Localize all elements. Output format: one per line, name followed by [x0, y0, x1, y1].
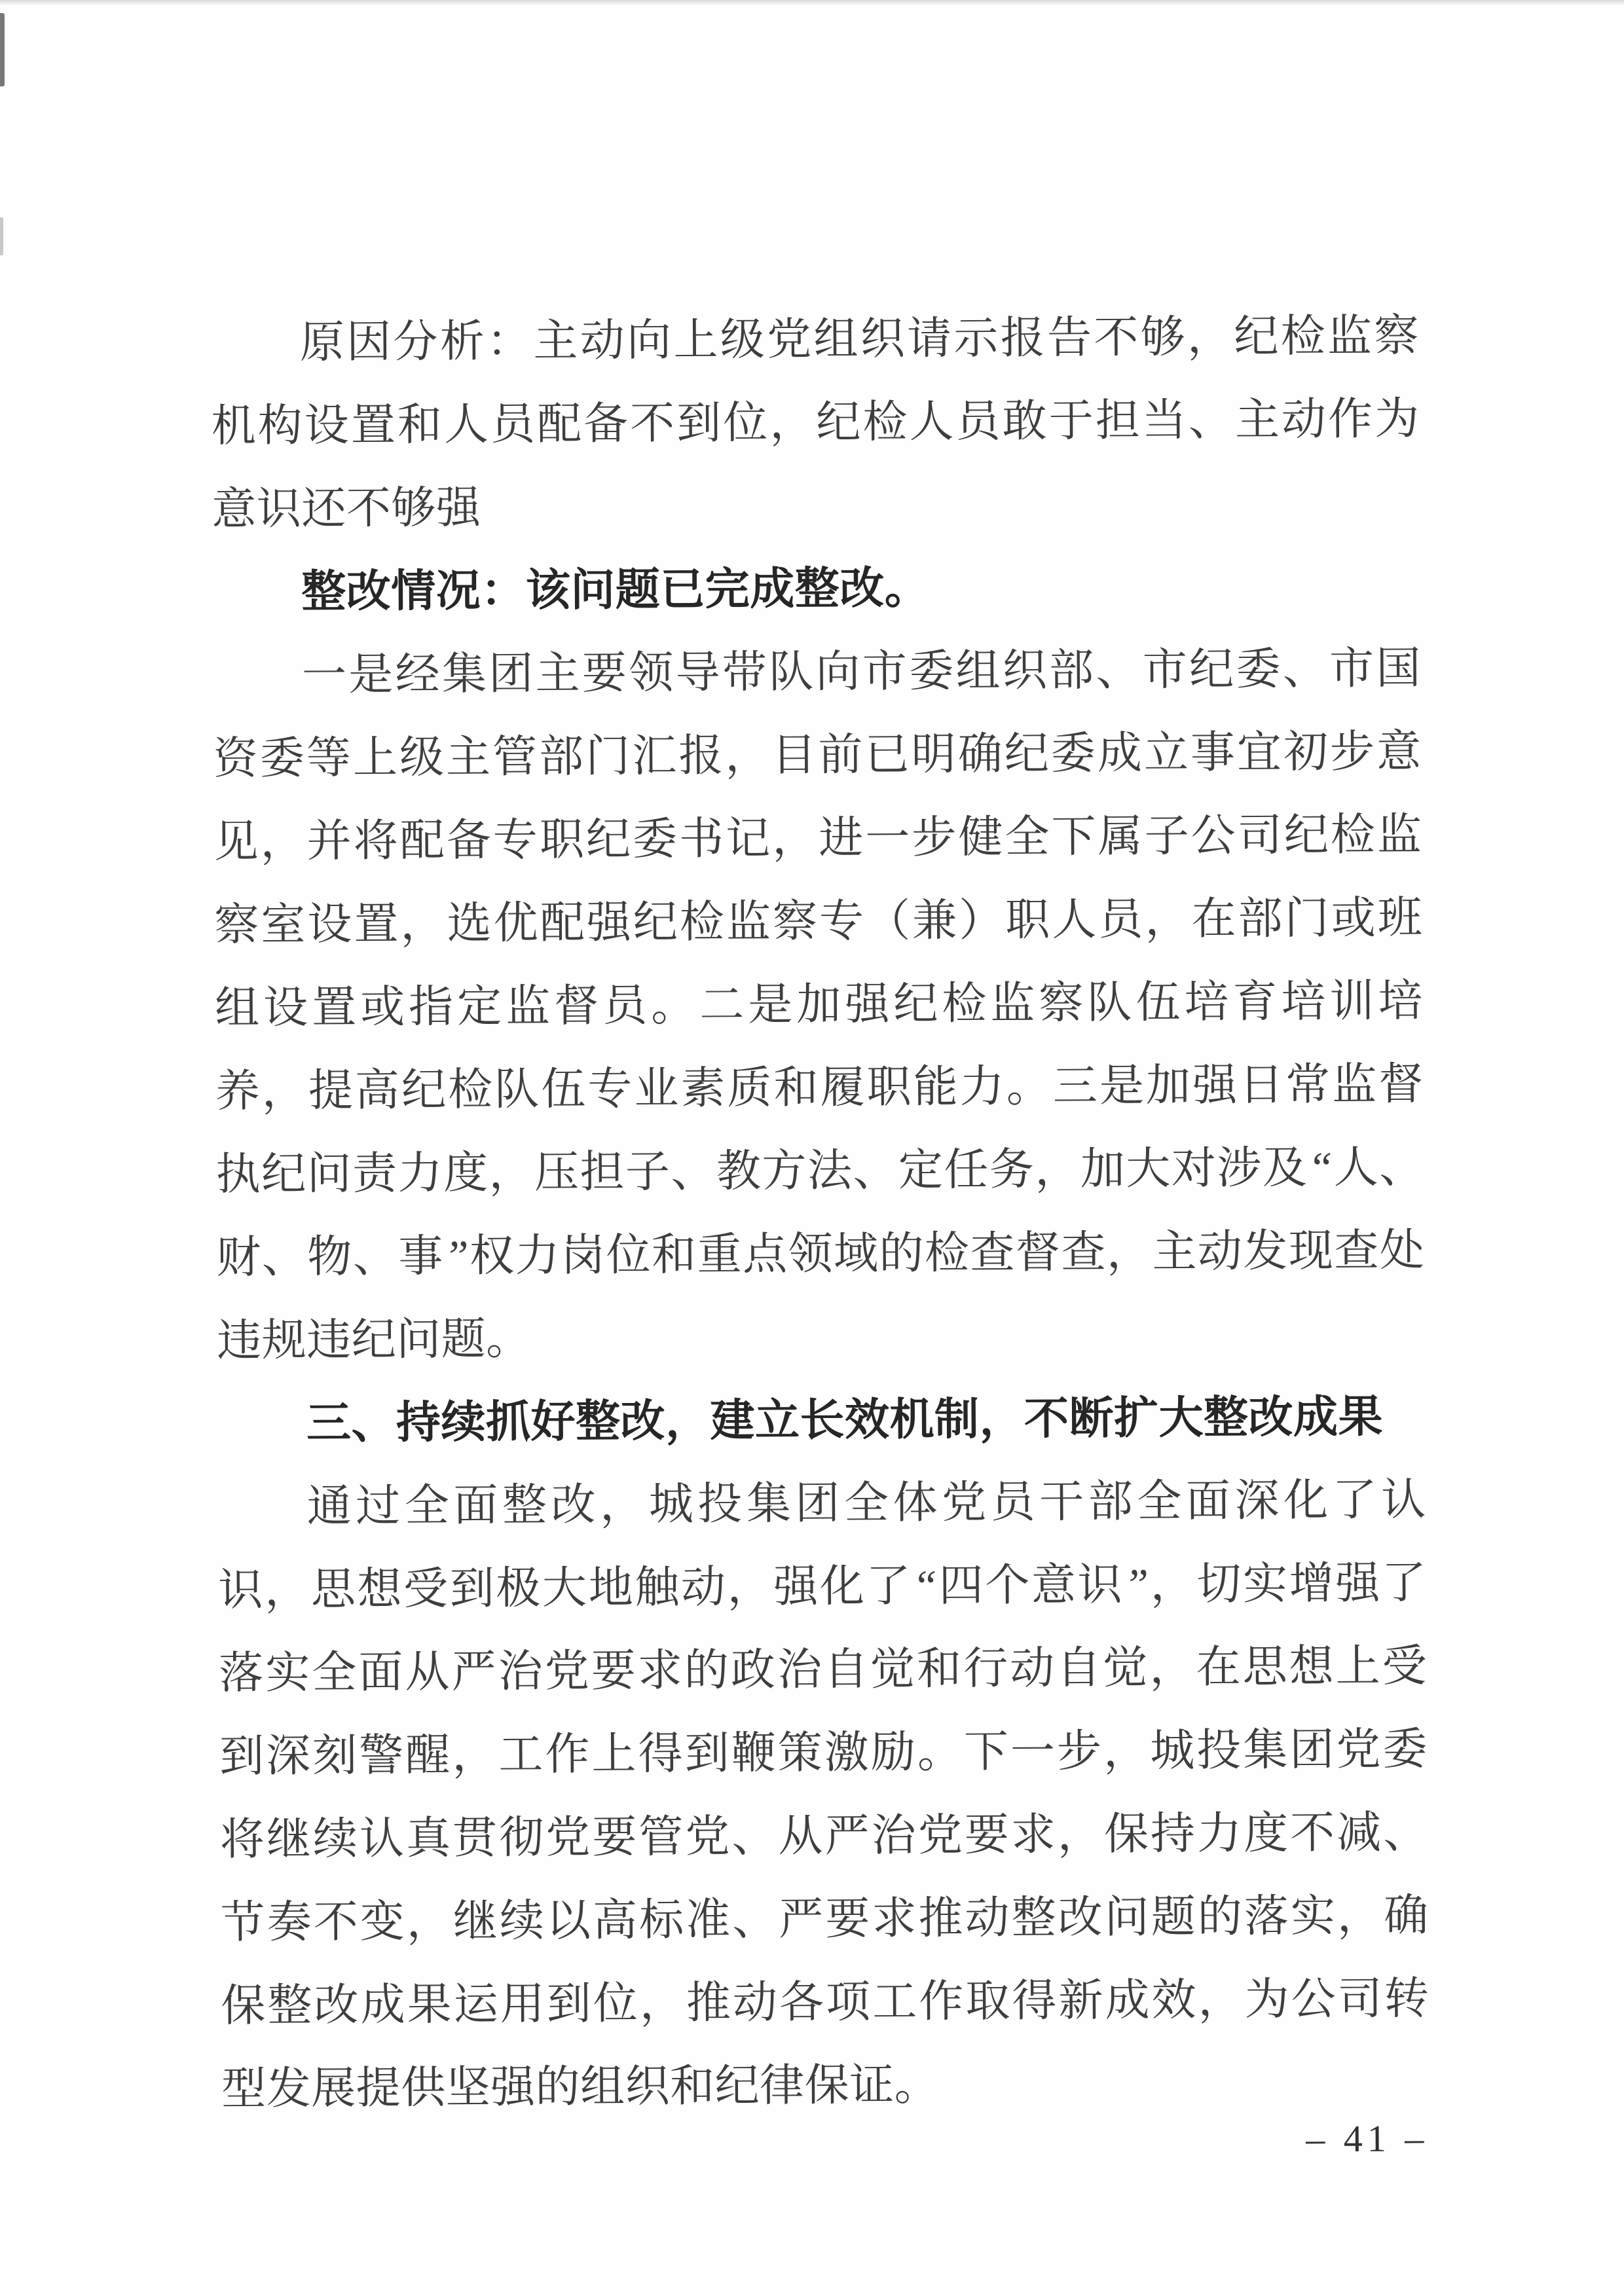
paragraph-rectification-status: 整改情况：该问题已完成整改。 [301, 562, 930, 617]
paragraph-rectification-measures: 一是经集团主要领导带队向市委组织部、市纪委、市国资委等上级主管部门汇报，目前已明确纪委成立事宜初步意见，并将配备专职纪委书记，进一步健全下属子公司纪检监察室设置，选优配强纪检监察专（兼）职人员，在部门或班组设置或指定监督员。二是加强纪检监察队伍培育培训培养，提高纪检队伍专业素质和履职能力。三是加强日常监督执纪问责力度，压担子、教方法、定任务，加大对涉及“人、财、物、事”权力岗位和重点领域的检查督查，主动发现查处违规违纪问题。 [213, 643, 1425, 1366]
section-heading-continue-rectification: 三、持续抓好整改，建立长效机制，不断扩大整改成果 [306, 1391, 1384, 1448]
page-number: – 41 – [1306, 2117, 1429, 2160]
scan-top-edge-artifact [0, 0, 1624, 5]
document-body [210, 294, 1430, 2130]
scan-left-smudge-artifact [0, 217, 3, 255]
paragraph-section-summary: 通过全面整改，城投集团全体党员干部全面深化了认识，思想受到极大地触动，强化了“四个意识”，切实增强了落实全面从严治党要求的政治自觉和行动自觉，在思想上受到深刻警醒，工作上得到鞭策激励。下一步，城投集团党委将继续认真贯彻党要管党、从严治党要求，保持力度不减、节奏不变，继续以高标准、严要求推动整改问题的落实，确保整改成果运用到位，推动各项工作取得新成效，为公司转型发展提供坚强的组织和纪律保证。 [218, 1474, 1430, 2114]
scan-left-smudge-artifact [0, 13, 5, 86]
paragraph-cause-analysis: 原因分析：主动向上级党组织请示报告不够，纪检监察机构设置和人员配备不到位，纪检人员敢于担当、主动作为意识还不够强 [211, 310, 1420, 534]
